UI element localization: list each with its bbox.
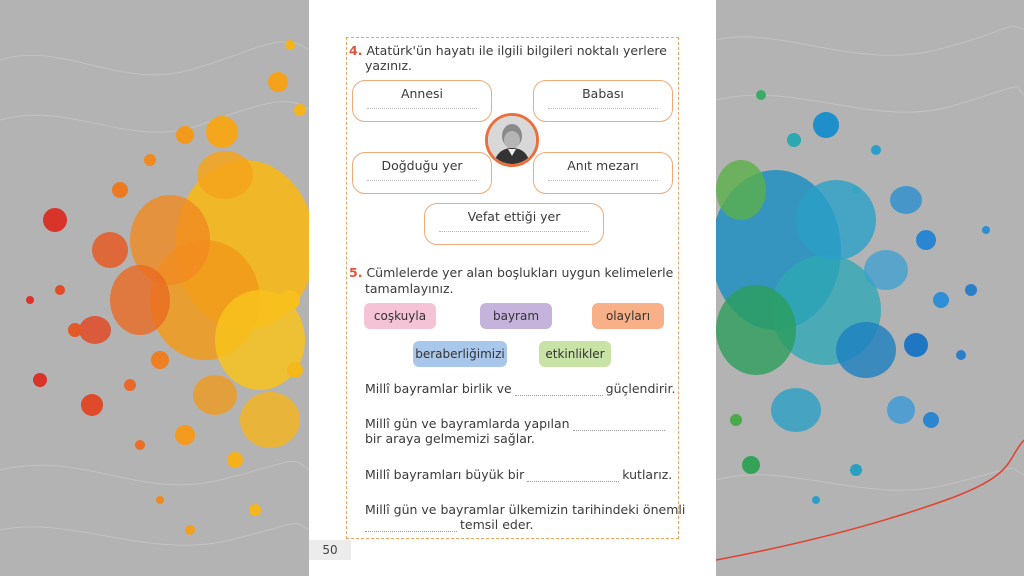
word-chip-coskuyla[interactable]: coşkuyla <box>364 303 436 329</box>
sentence-1-blank[interactable] <box>515 384 603 396</box>
sentence-3-after: kutlarız. <box>622 467 673 482</box>
father-box <box>533 80 673 122</box>
sentence-4-after: temsil eder. <box>460 517 534 532</box>
mausoleum-label: Anıt mezarı <box>567 158 639 173</box>
birthplace-label: Doğduğu yer <box>381 158 463 173</box>
question-4-title <box>349 43 667 58</box>
question-5-number: 5. <box>349 265 363 280</box>
left-paint-splash <box>0 0 309 576</box>
sentence-4-line2 <box>365 517 533 532</box>
sentence-1-after: güçlendirir. <box>605 381 676 396</box>
sentence-1 <box>365 381 675 396</box>
sentence-2-line1 <box>365 416 668 431</box>
word-chip-beraberligimizi[interactable]: beraberliğimizi <box>413 341 507 367</box>
mother-box <box>352 80 492 122</box>
ataturk-portrait <box>485 113 539 167</box>
cool-splash-art <box>716 0 1024 576</box>
worksheet-page <box>309 0 716 576</box>
question-5-prompt-line1: Cümlelerde yer alan boşlukları uygun kelimelerle <box>366 265 674 280</box>
deathplace-label: Vefat ettiği yer <box>467 209 561 224</box>
mausoleum-box <box>533 152 673 194</box>
right-paint-splash <box>716 0 1024 576</box>
deathplace-answer-line[interactable] <box>439 231 589 232</box>
birthplace-answer-line[interactable] <box>367 180 477 181</box>
warm-splash-art <box>0 0 309 576</box>
question-5-title <box>349 265 673 280</box>
question-4-prompt-line1: Atatürk'ün hayatı ile ilgili bilgileri noktalı yerlere <box>366 43 667 58</box>
sentence-2-text1: Millî gün ve bayramlarda yapılan <box>365 416 570 431</box>
question-4-number: 4. <box>349 43 363 58</box>
mausoleum-answer-line[interactable] <box>548 180 658 181</box>
question-4-prompt-line2: yazınız. <box>365 58 413 73</box>
sentence-3 <box>365 467 672 482</box>
word-chip-olaylari[interactable]: olayları <box>592 303 664 329</box>
question-5-prompt-line2: tamamlayınız. <box>365 281 454 296</box>
word-chip-bayram[interactable]: bayram <box>480 303 552 329</box>
mother-answer-line[interactable] <box>367 108 477 109</box>
sentence-4-blank[interactable] <box>365 520 457 532</box>
word-chip-etkinlikler[interactable]: etkinlikler <box>539 341 611 367</box>
father-label: Babası <box>582 86 624 101</box>
father-answer-line[interactable] <box>548 108 658 109</box>
sentence-3-before: Millî bayramları büyük bir <box>365 467 525 482</box>
sentence-1-before: Millî bayramlar birlik ve <box>365 381 512 396</box>
page-number: 50 <box>309 540 351 560</box>
sentence-4-line1: Millî gün ve bayramlar ülkemizin tarihindeki önemli <box>365 502 686 517</box>
sentence-3-blank[interactable] <box>527 470 619 482</box>
sentence-2-blank[interactable] <box>573 419 665 431</box>
birthplace-box <box>352 152 492 194</box>
sentence-2-line2: bir araya gelmemizi sağlar. <box>365 431 535 446</box>
deathplace-box <box>424 203 604 245</box>
mother-label: Annesi <box>400 86 444 101</box>
